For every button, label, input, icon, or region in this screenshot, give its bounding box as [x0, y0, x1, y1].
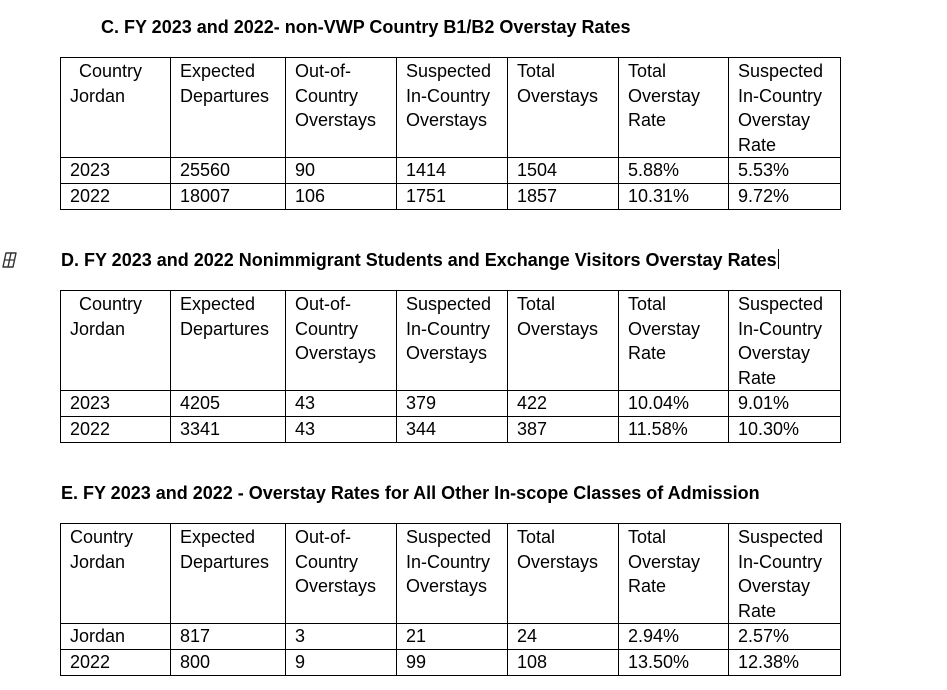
section-d-heading[interactable] [61, 249, 779, 271]
header-suspected-in-country-overstays: Suspected In-Country Overstays [397, 58, 508, 158]
table-cell: 12.38% [729, 650, 841, 676]
header-total-overstays: Total Overstays [508, 524, 619, 624]
table-cell: 1504 [508, 158, 619, 184]
section-e-heading: E. FY 2023 and 2022 - Overstay Rates for All Other In-scope Classes of Admission [61, 483, 760, 503]
header-country: Country Jordan [61, 524, 171, 624]
table-cell: 2.57% [729, 624, 841, 650]
header-total-overstay-rate: Total Overstay Rate [619, 58, 729, 158]
table-cell: 3 [286, 624, 397, 650]
header-suspected-in-country-overstays: Suspected In-Country Overstays [397, 524, 508, 624]
table-cell: 1414 [397, 158, 508, 184]
table-row [61, 158, 841, 184]
overstay-table-e [60, 523, 841, 676]
table-row [61, 624, 841, 650]
header-out-of-country-overstays: Out-of- Country Overstays [286, 58, 397, 158]
table-cell: 24 [508, 624, 619, 650]
table-cell: 10.30% [729, 417, 841, 443]
table-cell: 387 [508, 417, 619, 443]
overstay-table-c [60, 57, 841, 210]
header-expected-departures: Expected Departures [171, 291, 286, 391]
table-cell: 18007 [171, 184, 286, 210]
table-cell: 90 [286, 158, 397, 184]
header-suspected-in-country-overstay-rate: Suspected In-Country Overstay Rate [729, 58, 841, 158]
table-cell: 5.88% [619, 158, 729, 184]
table-cell: 2.94% [619, 624, 729, 650]
table-row [61, 184, 841, 210]
header-expected-departures: Expected Departures [171, 524, 286, 624]
table-cell: 21 [397, 624, 508, 650]
table-cell: 344 [397, 417, 508, 443]
table-cell: 9.01% [729, 391, 841, 417]
table-cell: 43 [286, 417, 397, 443]
table-header-row [61, 291, 841, 391]
text-cursor [778, 249, 779, 269]
table-cell: 5.53% [729, 158, 841, 184]
table-cell: 2022 [61, 184, 171, 210]
table-cell: 9.72% [729, 184, 841, 210]
table-cell: 9 [286, 650, 397, 676]
table-cell: 2023 [61, 158, 171, 184]
header-out-of-country-overstays: Out-of- Country Overstays [286, 524, 397, 624]
table-cell: Jordan [61, 624, 171, 650]
table-cell: 106 [286, 184, 397, 210]
header-suspected-in-country-overstays: Suspected In-Country Overstays [397, 291, 508, 391]
header-expected-departures: Expected Departures [171, 58, 286, 158]
header-country: Country Jordan [61, 291, 171, 391]
table-cell: 3341 [171, 417, 286, 443]
table-cell: 11.58% [619, 417, 729, 443]
table-cell: 25560 [171, 158, 286, 184]
header-total-overstay-rate: Total Overstay Rate [619, 524, 729, 624]
header-total-overstay-rate: Total Overstay Rate [619, 291, 729, 391]
table-cell: 379 [397, 391, 508, 417]
header-total-overstays: Total Overstays [508, 58, 619, 158]
header-out-of-country-overstays: Out-of- Country Overstays [286, 291, 397, 391]
section-c-heading: C. FY 2023 and 2022- non-VWP Country B1/B2 Overstay Rates [101, 17, 631, 37]
table-cell: 10.04% [619, 391, 729, 417]
table-cell: 2023 [61, 391, 171, 417]
table-header-row [61, 524, 841, 624]
table-row [61, 417, 841, 443]
table-cell: 99 [397, 650, 508, 676]
table-cell: 43 [286, 391, 397, 417]
header-country: Country Jordan [61, 58, 171, 158]
table-header-row [61, 58, 841, 158]
section-d-heading-text: D. FY 2023 and 2022 Nonimmigrant Students and Exchange Visitors Overstay Rates [61, 250, 777, 270]
table-cell: 1751 [397, 184, 508, 210]
table-cell: 1857 [508, 184, 619, 210]
copilot-icon[interactable] [0, 251, 20, 269]
table-cell: 108 [508, 650, 619, 676]
table-cell: 13.50% [619, 650, 729, 676]
table-cell: 2022 [61, 417, 171, 443]
header-suspected-in-country-overstay-rate: Suspected In-Country Overstay Rate [729, 524, 841, 624]
table-cell: 2022 [61, 650, 171, 676]
table-cell: 422 [508, 391, 619, 417]
header-suspected-in-country-overstay-rate: Suspected In-Country Overstay Rate [729, 291, 841, 391]
table-cell: 800 [171, 650, 286, 676]
header-total-overstays: Total Overstays [508, 291, 619, 391]
table-cell: 10.31% [619, 184, 729, 210]
table-row [61, 391, 841, 417]
table-cell: 817 [171, 624, 286, 650]
overstay-table-d [60, 290, 841, 443]
table-row [61, 650, 841, 676]
table-cell: 4205 [171, 391, 286, 417]
